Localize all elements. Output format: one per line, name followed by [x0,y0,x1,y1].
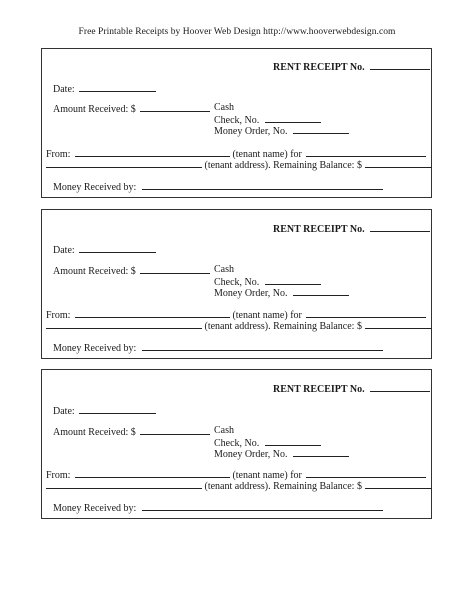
address-row [46,158,432,172]
tenant-address-label: (tenant address). Remaining Balance: $ [204,160,362,171]
receipt-title: RENT RECEIPT No. [273,384,365,395]
check-label: Check, No. [214,115,260,126]
rent-receipt-3 [41,369,432,519]
for-field[interactable] [306,308,426,318]
amount-row [53,102,210,116]
date-row [53,82,156,96]
tenant-name-label: (tenant name) for [232,310,302,321]
cash-label: Cash [214,102,234,113]
check-number-field[interactable] [265,275,321,285]
money-received-by-label: Money Received by: [53,343,137,354]
rent-receipt-1 [41,48,432,198]
receipt-title-row [273,222,430,236]
received-by-field[interactable] [142,341,383,351]
money-order-number-field[interactable] [293,286,349,296]
received-by-row [53,180,383,194]
date-row [53,243,156,257]
check-number-field[interactable] [265,436,321,446]
date-label: Date: [53,245,75,256]
received-by-row [53,501,383,515]
date-label: Date: [53,84,75,95]
amount-field[interactable] [140,264,210,274]
amount-row [53,425,210,439]
amount-received-label: Amount Received: $ [53,104,136,115]
receipt-title-row [273,382,430,396]
received-by-field[interactable] [142,180,383,190]
date-label: Date: [53,406,75,417]
received-by-field[interactable] [142,501,383,511]
tenant-address-field[interactable] [46,479,202,489]
receipt-title-row [273,60,430,74]
tenant-address-field[interactable] [46,158,202,168]
money-order-label: Money Order, No. [214,449,288,460]
receipt-title: RENT RECEIPT No. [273,62,365,73]
money-order-label: Money Order, No. [214,288,288,299]
money-order-label: Money Order, No. [214,126,288,137]
money-order-row [214,286,349,300]
tenant-address-label: (tenant address). Remaining Balance: $ [204,481,362,492]
money-received-by-label: Money Received by: [53,503,137,514]
amount-row [53,264,210,278]
cash-label: Cash [214,264,234,275]
rent-receipt-2 [41,209,432,359]
receipt-number-field[interactable] [370,60,430,70]
received-by-row [53,341,383,355]
from-label: From: [46,149,71,160]
receipt-number-field[interactable] [370,382,430,392]
check-label: Check, No. [214,277,260,288]
address-row [46,479,432,493]
amount-field[interactable] [140,102,210,112]
date-row [53,404,156,418]
from-field[interactable] [75,308,230,318]
amount-field[interactable] [140,425,210,435]
receipt-number-field[interactable] [370,222,430,232]
check-label: Check, No. [214,438,260,449]
date-field[interactable] [79,82,156,92]
amount-received-label: Amount Received: $ [53,427,136,438]
for-field[interactable] [306,147,426,157]
address-row [46,319,432,333]
remaining-balance-field[interactable] [365,158,432,168]
from-field[interactable] [75,468,230,478]
money-order-number-field[interactable] [293,447,349,457]
page-header: Free Printable Receipts by Hoover Web Design http://www.hooverwebdesign.com [78,27,396,37]
money-order-number-field[interactable] [293,124,349,134]
cash-label: Cash [214,425,234,436]
tenant-name-label: (tenant name) for [232,149,302,160]
from-label: From: [46,310,71,321]
date-field[interactable] [79,243,156,253]
tenant-address-label: (tenant address). Remaining Balance: $ [204,321,362,332]
remaining-balance-field[interactable] [365,319,432,329]
tenant-address-field[interactable] [46,319,202,329]
receipt-title: RENT RECEIPT No. [273,224,365,235]
money-order-row [214,447,349,461]
remaining-balance-field[interactable] [365,479,432,489]
money-received-by-label: Money Received by: [53,182,137,193]
from-field[interactable] [75,147,230,157]
for-field[interactable] [306,468,426,478]
tenant-name-label: (tenant name) for [232,470,302,481]
check-number-field[interactable] [265,113,321,123]
amount-received-label: Amount Received: $ [53,266,136,277]
from-label: From: [46,470,71,481]
money-order-row [214,124,349,138]
date-field[interactable] [79,404,156,414]
